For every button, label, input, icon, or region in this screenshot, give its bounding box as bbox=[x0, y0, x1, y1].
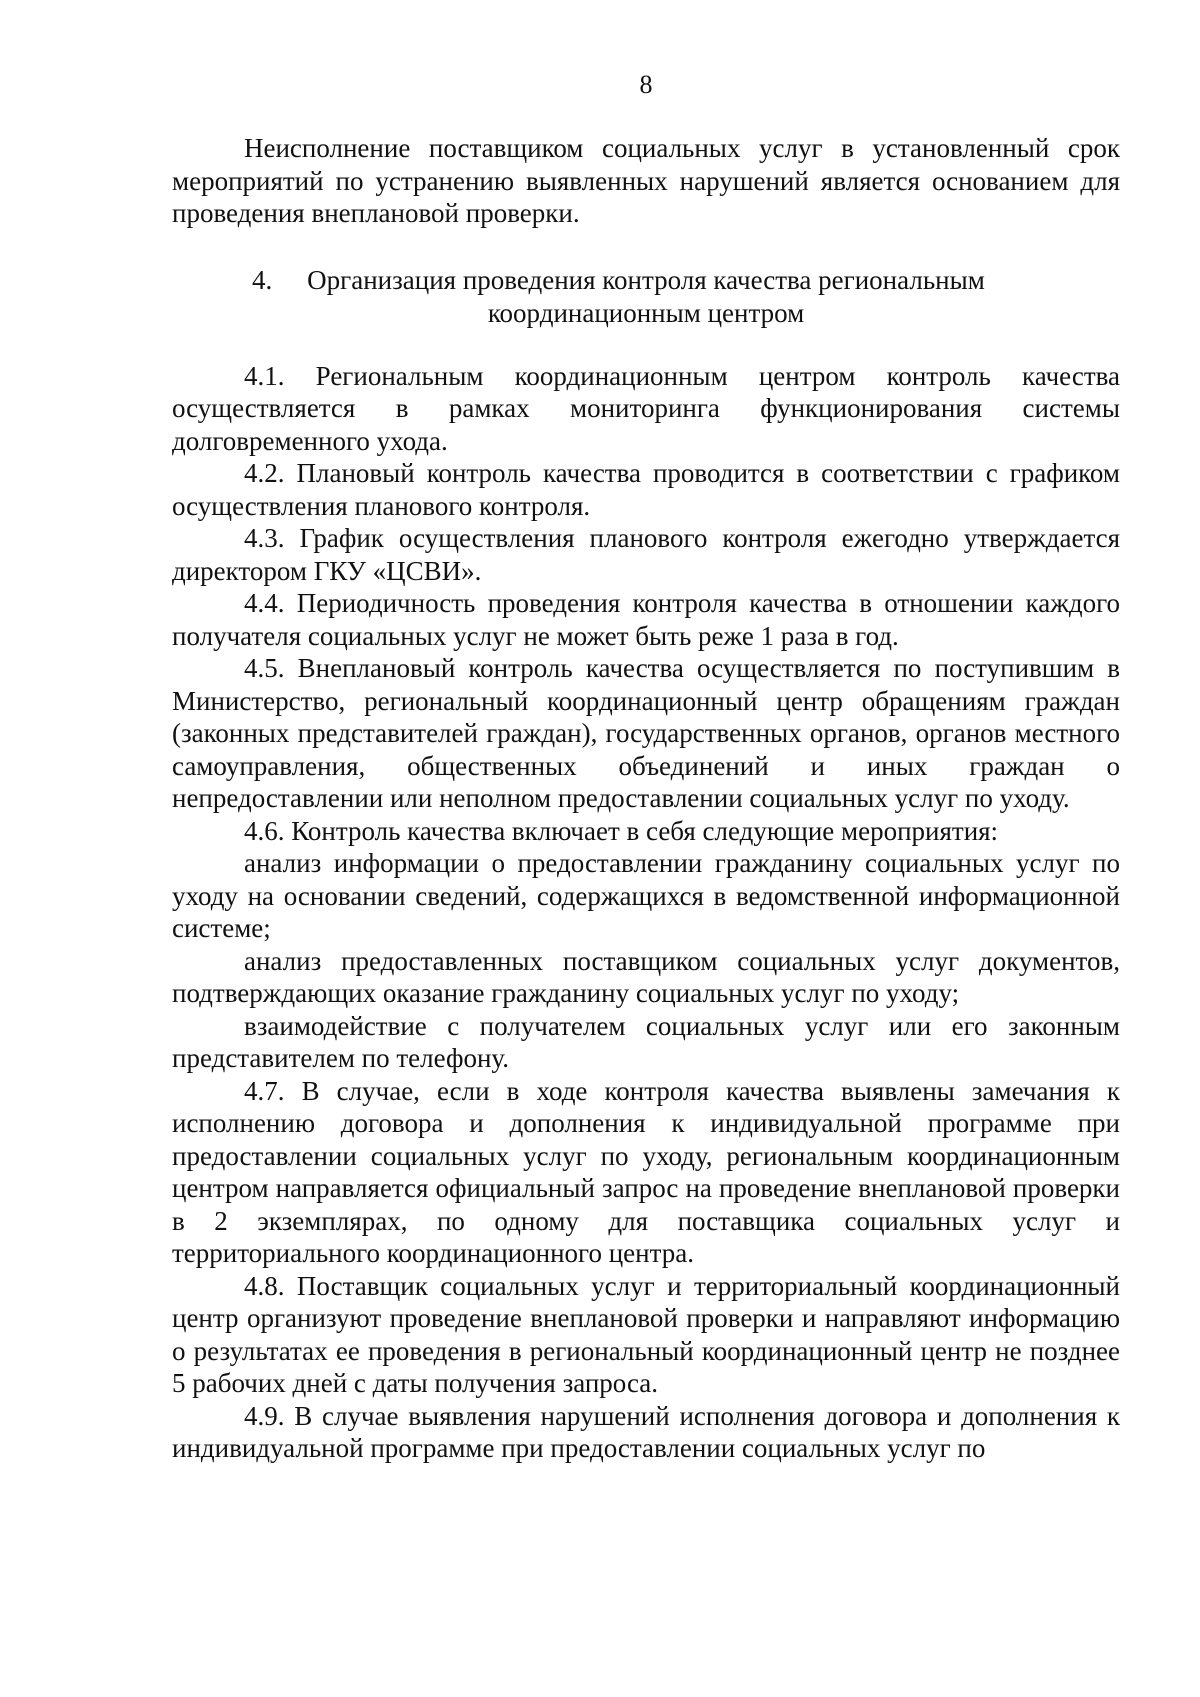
section-title-line1: Организация проведения контроля качества региональным bbox=[307, 264, 985, 295]
document-page bbox=[172, 68, 1120, 1465]
paragraph-4-7: 4.7. В случае, если в ходе контроля качества выявлены замечания к исполнению договора и дополнения к индивидуальной программе при предоставлении социальных услуг по уходу, региональным координационным центром направляется официальный запрос на проведение внеплановой проверки в 2 экземплярах, по одному для поставщика социальных услуг и территориального координационного центра. bbox=[172, 1075, 1120, 1268]
page-number: 8 bbox=[639, 70, 653, 99]
paragraph-4-8: 4.8. Поставщик социальных услуг и территориальный координационный центр организуют проведение внеплановой проверки и направляют информацию о результатах ее проведения в региональный координационный центр не позднее 5 рабочих дней с даты получения запроса. bbox=[172, 1270, 1120, 1398]
intro-paragraph: Неисполнение поставщиком социальных услуг в установленный срок мероприятий по устранению выявленных нарушений является основанием для проведения внеплановой проверки. bbox=[172, 133, 1120, 228]
paragraph-4-5: 4.5. Внеплановый контроль качества осуществляется по поступившим в Министерство, региональный координационный центр обращениям граждан (законных представителей граждан), государственных органов, органов местного самоуправления, общественных объединений и иных граждан о непредоставлении или неполном предоставлении социальных услуг по уходу. bbox=[172, 653, 1120, 813]
paragraph-4-1: 4.1. Региональным координационным центром контроль качества осуществляется в рамках мониторинга функционирования системы долговременного ухода. bbox=[172, 360, 1120, 456]
list-item-analysis-info: анализ информации о предоставлении гражданину социальных услуг по уходу на основании сведений, содержащихся в ведомственной информационной системе; bbox=[172, 848, 1120, 943]
paragraph-4-9: 4.9. В случае выявления нарушений исполнения договора и дополнения к индивидуальной программе при предоставлении социальных услуг по bbox=[172, 1400, 1120, 1463]
section-heading-line1 bbox=[172, 264, 1120, 297]
paragraph-4-6: 4.6. Контроль качества включает в себя следующие мероприятия: bbox=[244, 815, 999, 846]
list-item-analysis-documents: анализ предоставленных поставщиком социальных услуг документов, подтверждающих оказание гражданину социальных услуг по уходу; bbox=[172, 945, 1120, 1008]
section-number: 4. bbox=[252, 264, 273, 295]
list-item-interaction: взаимодействие с получателем социальных услуг или его законным представителем по телефону. bbox=[172, 1010, 1120, 1073]
paragraph-4-4: 4.4. Периодичность проведения контроля качества в отношении каждого получателя социальных услуг не может быть реже 1 раза в год. bbox=[172, 588, 1120, 651]
paragraph-4-2: 4.2. Плановый контроль качества проводится в соответствии с графиком осуществления планового контроля. bbox=[172, 458, 1120, 521]
section-title-line2: координационным центром bbox=[487, 297, 805, 328]
section-heading bbox=[172, 264, 1120, 330]
paragraph-4-3: 4.3. График осуществления планового контроля ежегодно утверждается директором ГКУ «ЦСВИ». bbox=[172, 523, 1120, 586]
